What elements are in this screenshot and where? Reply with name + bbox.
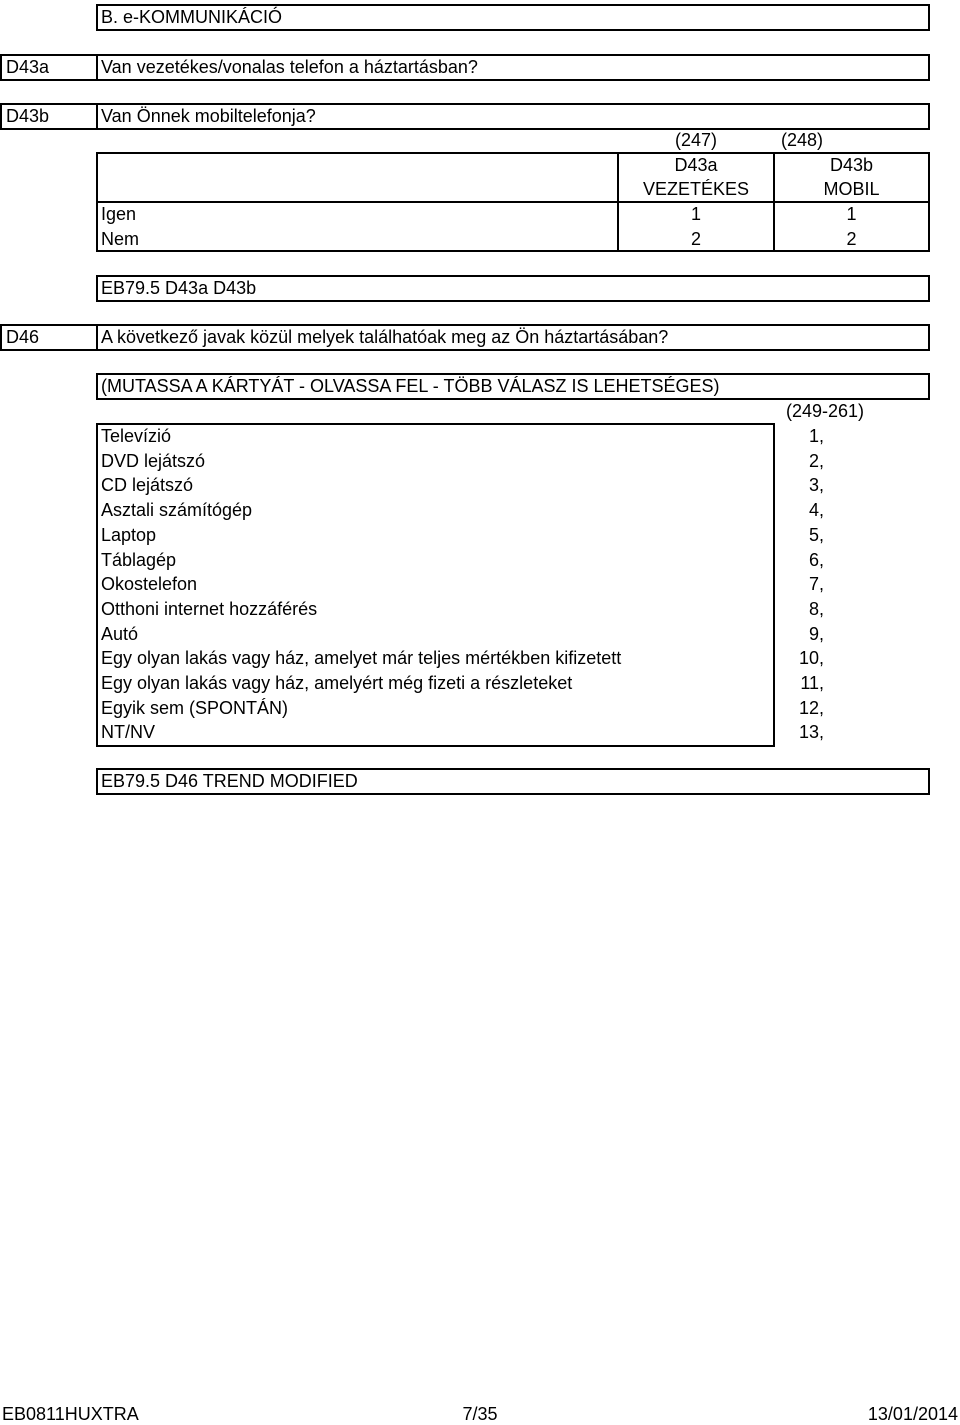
goods-item-label: Egy olyan lakás vagy ház, amelyért még fizeti a részleteket: [101, 673, 573, 693]
col1-ref: (247): [674, 130, 718, 150]
row-igen-col2-value: 1: [846, 204, 857, 224]
goods-item-label: Laptop: [101, 525, 157, 545]
footer-date: 13/01/2014: [867, 1404, 958, 1424]
footer-doc-id: EB0811HUXTRA: [2, 1404, 139, 1424]
col2-label: MOBIL: [823, 179, 880, 199]
footer: [0, 1403, 960, 1423]
col2-ref: (248): [780, 130, 824, 150]
col1-label: VEZETÉKES: [642, 179, 750, 199]
goods-item-code: 11,: [800, 673, 824, 693]
goods-item-label: Asztali számítógép: [101, 500, 253, 520]
goods-item-code: 1,: [808, 426, 824, 446]
goods-item-code: 8,: [808, 599, 824, 619]
goods-item-label: Egy olyan lakás vagy ház, amelyet már teljes mértékben kifizetett: [101, 648, 622, 668]
goods-item-code: 3,: [808, 475, 824, 495]
goods-item-code: 4,: [808, 500, 824, 520]
goods-item-label: Autó: [101, 624, 139, 644]
d43b-question-text: Van Önnek mobiltelefonja?: [101, 106, 316, 126]
goods-item-label: DVD lejátszó: [101, 451, 206, 471]
goods-item-label: CD lejátszó: [101, 475, 194, 495]
d43b-code: D43b: [6, 106, 50, 126]
goods-col-ref: (249-261): [785, 401, 864, 421]
goods-item-label: Televízió: [101, 426, 172, 446]
d43a-question-text: Van vezetékes/vonalas telefon a háztartásban?: [101, 57, 478, 77]
section-title: B. e-KOMMUNIKÁCIÓ: [101, 7, 283, 27]
source-note: EB79.5 D43a D43b: [101, 278, 257, 298]
col1-code: D43a: [674, 155, 718, 175]
footer-page-number: 7/35: [462, 1404, 498, 1424]
divider: [96, 54, 98, 81]
row-label-nem: Nem: [101, 229, 140, 249]
goods-item-label: Otthoni internet hozzáférés: [101, 599, 318, 619]
goods-item-code: 10,: [798, 648, 824, 668]
row-igen-col1-value: 1: [690, 204, 701, 224]
goods-item-label: NT/NV: [101, 722, 155, 742]
goods-item-code: 2,: [808, 451, 824, 471]
goods-item-code: 12,: [798, 698, 824, 718]
source-note: EB79.5 D46 TREND MODIFIED: [101, 771, 358, 791]
d46-question-text: A következő javak közül melyek találhatóak meg az Ön háztartásában?: [101, 327, 669, 347]
divider: [96, 324, 98, 351]
col2-code: D43b: [829, 155, 874, 175]
goods-item-label: Okostelefon: [101, 574, 198, 594]
goods-item-code: 13,: [798, 722, 824, 742]
row-nem-col1-value: 2: [690, 229, 701, 249]
d46-code: D46: [6, 327, 40, 347]
d43a-code: D43a: [6, 57, 50, 77]
goods-item-code: 6,: [808, 550, 824, 570]
row-label-igen: Igen: [101, 204, 137, 224]
divider: [96, 103, 98, 130]
goods-item-code: 7,: [808, 574, 824, 594]
goods-item-label: Egyik sem (SPONTÁN): [101, 698, 289, 718]
goods-item-code: 5,: [808, 525, 824, 545]
goods-item-code: 9,: [808, 624, 824, 644]
row-nem-col2-value: 2: [846, 229, 857, 249]
instruction-text: (MUTASSA A KÁRTYÁT - OLVASSA FEL - TÖBB VÁLASZ IS LEHETSÉGES): [101, 376, 720, 396]
goods-item-label: Táblagép: [101, 550, 177, 570]
